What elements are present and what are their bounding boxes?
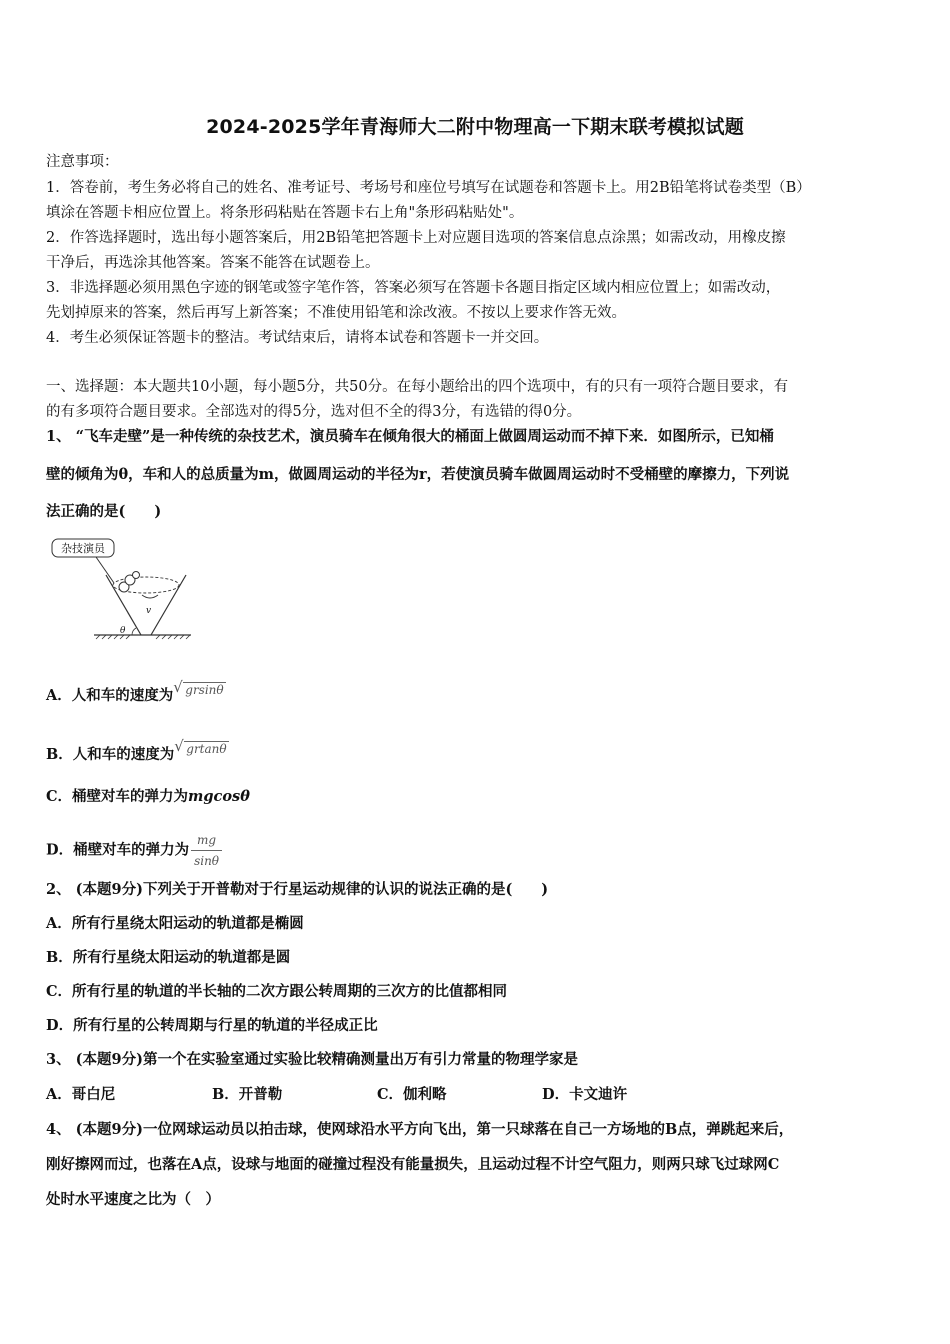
q3-option-c: C．伽利略 (377, 1086, 447, 1103)
option-text: 人和车的速度为 (71, 687, 174, 704)
option-text: 桶壁对车的弹力为 (73, 841, 190, 859)
fraction-expression (191, 830, 222, 871)
q3-option-d: D．卡文迪许 (542, 1086, 628, 1103)
fraction-denominator: sinθ (194, 854, 220, 868)
callout-pointer (96, 557, 114, 583)
option-label: D． (46, 841, 74, 859)
sqrt-radicand: grtanθ (186, 742, 227, 756)
callout-text: 杂技演员 (61, 542, 105, 555)
q2-option-a: A．所有行星绕太阳运动的轨道都是椭圆 (46, 915, 304, 932)
sqrt-radicand: grsinθ (185, 683, 224, 697)
notice-line: 3．非选择题必须用黑色字迹的钢笔或签字笔作答，答案必须写在答题卡各题目指定区域内相应位置上；如需改动， (46, 280, 781, 296)
bucket-right-wall (151, 575, 186, 635)
notice-line: 1．答卷前，考生务必将自己的姓名、准考证号、考场号和座位号填写在试题卷和答题卡上。用2B铅笔将试卷类型（B） (46, 180, 811, 196)
rider-head (133, 572, 140, 579)
q4-stem-line: 处时水平速度之比为（ ） (46, 1191, 220, 1208)
q1-figure-diagram (46, 535, 196, 645)
notice-heading: 注意事项： (46, 154, 119, 170)
q1-stem-line: 壁的倾角为θ，车和人的总质量为m，做圆周运动的半径为r，若使演员骑车做圆周运动时不受桶壁的摩擦力，下列说 (46, 466, 790, 483)
option-text: 桶壁对车的弹力为 (72, 788, 189, 805)
q4-stem-line: 刚好擦网而过，也落在A点，设球与地面的碰撞过程没有能量损失，且运动过程不计空气阻力，则两只球飞过球网C (46, 1156, 780, 1173)
q2-stem: 2、 (本题9分)下列关于开普勒对于行星运动规律的认识的说法正确的是( ) (46, 881, 549, 898)
option-label: A． (46, 687, 72, 704)
sqrt-expression: √ grsinθ (173, 678, 224, 697)
option-label: B． (46, 746, 73, 763)
q1-option-b (46, 739, 229, 765)
section-heading: 的有多项符合题目要求。全部选对的得5分，选对但不全的得3分，有选错的得0分。 (46, 404, 582, 420)
q3-option-b: B．开普勒 (212, 1086, 283, 1103)
q1-option-d (46, 830, 222, 871)
notice-line: 先划掉原来的答案，然后再写上新答案；不准使用铅笔和涂改液。不按以上要求作答无效。 (46, 305, 626, 321)
sqrt-expression: √ grtanθ (174, 737, 227, 756)
notice-line: 2．作答选择题时，选出每小题答案后，用2B铅笔把答题卡上对应题目选项的答案信息点涂黑；如需改动，用橡皮擦 (46, 230, 786, 246)
q3-stem: 3、 (本题9分)第一个在实验室通过实验比较精确测量出万有引力常量的物理学家是 (46, 1051, 578, 1068)
notice-line: 4．考生必须保证答题卡的整洁。考试结束后，请将本试卷和答题卡一并交回。 (46, 330, 549, 346)
option-text: 人和车的速度为 (72, 746, 175, 763)
notice-line: 填涂在答题卡相应位置上。将条形码粘贴在答题卡右上角"条形码粘贴处"。 (46, 205, 524, 221)
fraction-numerator: mg (191, 830, 222, 851)
q2-option-b: B．所有行星绕太阳运动的轨道都是圆 (46, 949, 291, 966)
option-expression: mgcosθ (188, 788, 250, 805)
section-heading: 一、选择题：本大题共10小题，每小题5分，共50分。在每小题给出的四个选项中，有的只有一项符合题目要求，有 (46, 379, 789, 395)
velocity-label: v (146, 606, 152, 616)
velocity-arrow (142, 595, 158, 598)
q4-stem-line: 4、 (本题9分)一位网球运动员以拍击球，使网球沿水平方向飞出，第一只球落在自己一方场地的B点，弹跳起来后， (46, 1121, 794, 1138)
angle-arc (132, 628, 136, 635)
q3-option-a: A．哥白尼 (46, 1086, 116, 1103)
q1-option-c (46, 787, 250, 807)
notice-line: 干净后，再选涂其他答案。答案不能答在试题卷上。 (46, 255, 380, 271)
q2-option-c: C．所有行星的轨道的半长轴的二次方跟公转周期的三次方的比值都相同 (46, 983, 508, 1000)
q1-stem-line: 1、 “飞车走壁”是一种传统的杂技艺术，演员骑车在倾角很大的桶面上做圆周运动而不掉下来．如图所示，已知桶 (46, 428, 774, 445)
angle-label: θ (120, 626, 126, 636)
option-label: C． (46, 788, 73, 805)
q2-option-d: D．所有行星的公转周期与行星的轨道的半径成正比 (46, 1017, 378, 1034)
page-title: 2024-2025学年青海师大二附中物理高一下期末联考模拟试题 (206, 116, 744, 138)
q1-stem-line: 法正确的是( ) (46, 503, 162, 520)
q1-option-a (46, 680, 226, 706)
